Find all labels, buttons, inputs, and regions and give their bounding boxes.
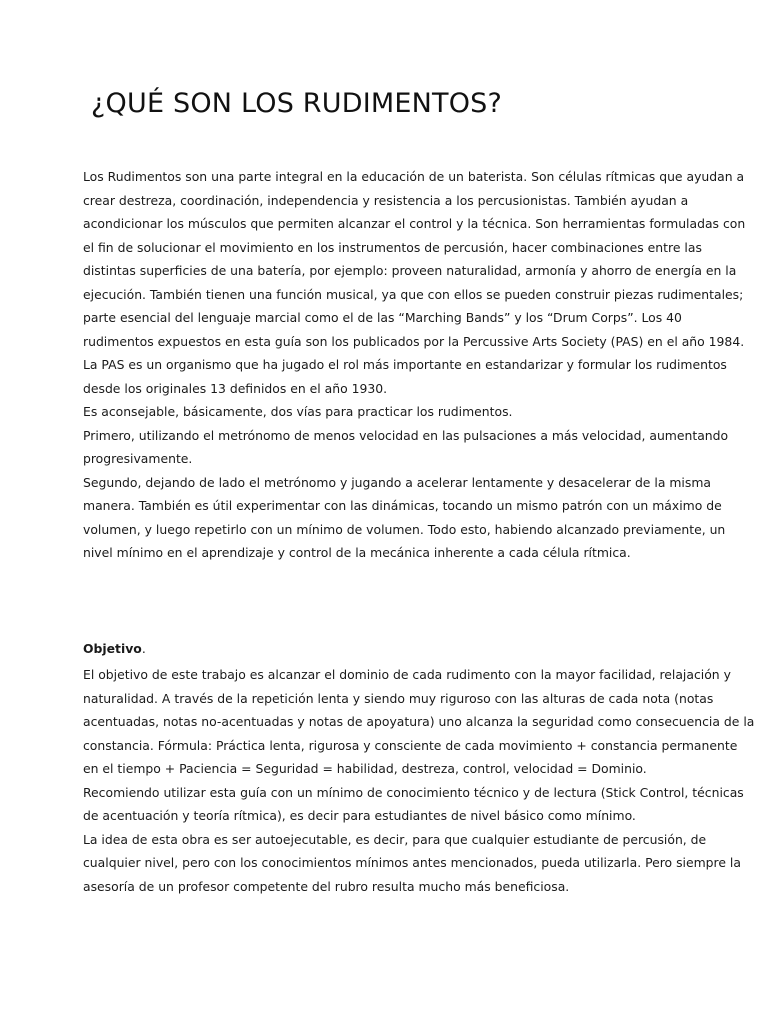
intro-paragraph: Primero, utilizando el metrónomo de menos velocidad en las pulsaciones a más velocidad, aumentando progresivamente. [83, 427, 729, 466]
objetivo-paragraph: La idea de esta obra es ser autoejecutable, es decir, para que cualquier estudiante de percusión, de cualquier nivel, pero con los conocimientos mínimos antes mencionados, pueda utilizarla. Pero siempre la asesoría de un profesor competente del rubro resulta mucho más beneficiosa. [83, 831, 741, 894]
objetivo-paragraph: Recomiendo utilizar esta guía con un mínimo de conocimiento técnico y de lectura (Stick Control, técnicas de acentuación y teoría rítmica), es decir para estudiantes de nivel básico como mínimo. [83, 784, 744, 823]
section-heading-label: Objetivo [83, 641, 142, 656]
intro-paragraph: Es aconsejable, básicamente, dos vías para practicar los rudimentos. [83, 404, 513, 419]
objetivo-section [83, 663, 755, 898]
intro-paragraph: Los Rudimentos son una parte integral en la educación de un baterista. Son células rítmicas que ayudan a crear destreza, coordinación, independencia y resistencia a los percusionistas. También ayudan a acondicionar los músculos que permiten alcanzar el control y la técnica. Son herramientas formuladas con el fin de solucionar el movimiento en los instrumentos de percusión, hacer combinaciones entre las distintas superficies de una batería, por ejemplo: proveen naturalidad, armonía y ahorro de energía en la ejecución. También tienen una función musical, ya que con ellos se pueden construir piezas rudimentales; parte esencial del lenguaje marcial como el de las “Marching Bands” y los “Drum Corps”. Los 40 rudimentos expuestos en esta guía son los publicados por la Percussive Arts Society (PAS) en el año 1984. La PAS es un organismo que ha jugado el rol más importante en estandarizar y formular los rudimentos desde los originales 13 definidos en el año 1930. [83, 169, 746, 396]
section-heading-objetivo [83, 637, 146, 661]
section-heading-punctuation: . [141, 641, 146, 656]
objetivo-paragraph: El objetivo de este trabajo es alcanzar el dominio de cada rudimento con la mayor facilidad, relajación y naturalidad. A través de la repetición lenta y siendo muy riguroso con las alturas de cada nota (notas acentuadas, notas no-acentuadas y notas de apoyatura) uno alcanza la seguridad como consecuencia de la constancia. Fórmula: Práctica lenta, rigurosa y consciente de cada movimiento + constancia permanente en el tiempo + Paciencia = Seguridad = habilidad, destreza, control, velocidad = Dominio. [83, 667, 755, 776]
intro-paragraph: Segundo, dejando de lado el metrónomo y jugando a acelerar lentamente y desacelerar de la misma manera. También es útil experimentar con las dinámicas, tocando un mismo patrón con un máximo de volumen, y luego repetirlo con un mínimo de volumen. Todo esto, habiendo alcanzado previamente, un nivel mínimo en el aprendizaje y control de la mecánica inherente a cada célula rítmica. [83, 474, 726, 560]
page-title: ¿QUÉ SON LOS RUDIMENTOS? [91, 88, 503, 119]
intro-section [83, 165, 755, 565]
